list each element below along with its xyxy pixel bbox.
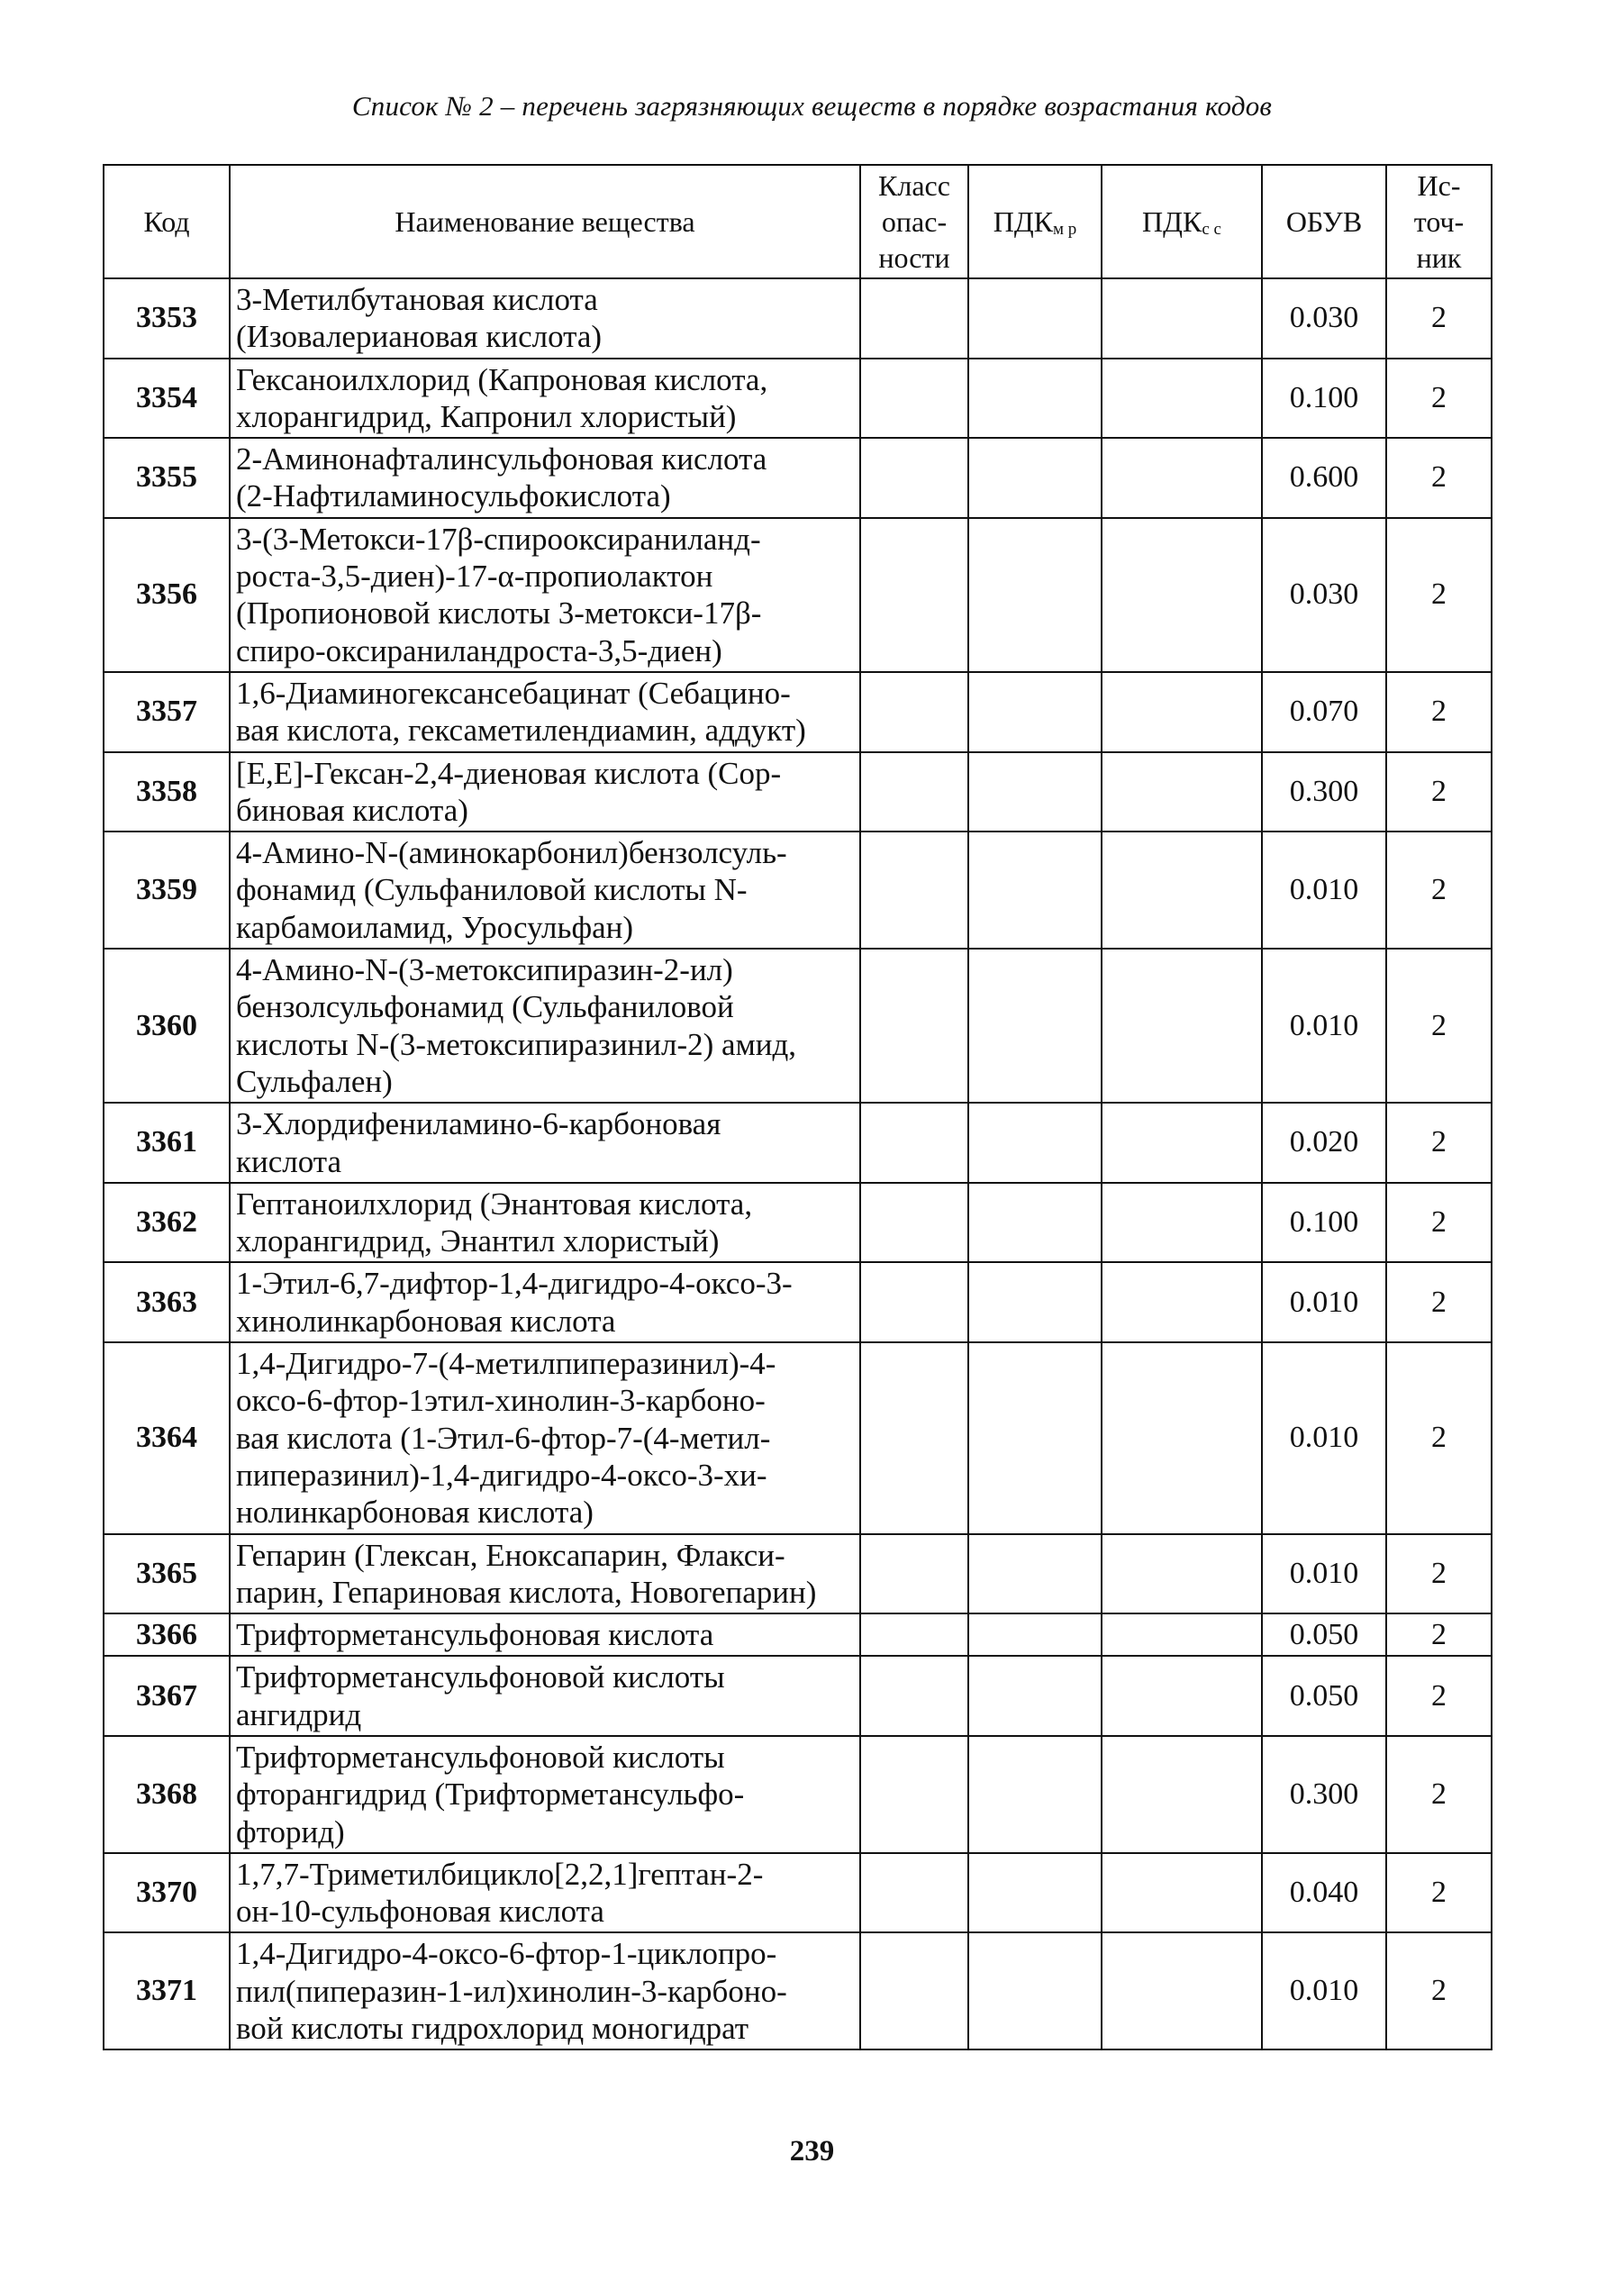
- substance-code: 3361: [104, 1103, 230, 1183]
- source-line: ник: [1416, 241, 1462, 274]
- hazard-class-cell: [860, 1534, 968, 1614]
- substance-name: [230, 752, 860, 832]
- col-header-source: [1386, 165, 1492, 278]
- substance-name-line: (Изовалериановая кислота): [236, 319, 603, 355]
- col-header-pdk-mr: [968, 165, 1102, 278]
- hazard-class-line: ности: [878, 241, 950, 274]
- substance-code: 3355: [104, 438, 230, 518]
- substance-name: [230, 1736, 860, 1853]
- table-row: [104, 1656, 1492, 1736]
- pdk-mr-cell: [968, 518, 1102, 672]
- obuv-value: 0.300: [1262, 752, 1386, 832]
- substance-name-line: 1-Этил-6,7-дифтор-1,4-дигидро-4-оксо-3-: [236, 1266, 793, 1302]
- substance-code: 3354: [104, 359, 230, 439]
- substance-name-line: Трифторметансульфоновая кислота: [236, 1617, 714, 1653]
- substance-name-line: хлорангидрид, Капронил хлористый): [236, 398, 737, 434]
- hazard-class-line: Класс: [878, 169, 950, 202]
- substance-name-line: вая кислота, гексаметилендиамин, аддукт): [236, 713, 806, 749]
- substance-name-line: бензолсульфонамид (Сульфаниловой: [236, 989, 734, 1025]
- hazard-class-cell: [860, 752, 968, 832]
- substance-name-line: (Пропионовой кислоты 3-метокси-17β-: [236, 595, 762, 632]
- substance-code: 3367: [104, 1656, 230, 1736]
- substance-name: [230, 1342, 860, 1533]
- pdk-ss-cell: [1102, 1262, 1262, 1342]
- substance-code: 3366: [104, 1613, 230, 1656]
- substance-name-line: кислота: [236, 1143, 342, 1179]
- obuv-value: 0.030: [1262, 278, 1386, 359]
- pdk-mr-cell: [968, 359, 1102, 439]
- hazard-class-cell: [860, 1736, 968, 1853]
- substance-name-line: 2-Аминонафталинсульфоновая кислота: [236, 441, 767, 477]
- substance-name-line: вой кислоты гидрохлорид моногидрат: [236, 2011, 749, 2047]
- col-header-code: Код: [104, 165, 230, 278]
- pdk-mr-cell: [968, 438, 1102, 518]
- substance-name-line: спиро-оксираниландроста-3,5-диен): [236, 632, 722, 668]
- hazard-class-cell: [860, 359, 968, 439]
- pdk-mr-cell: [968, 672, 1102, 752]
- substance-name: [230, 832, 860, 949]
- obuv-value: 0.020: [1262, 1103, 1386, 1183]
- substance-name-line: кислоты N-(3-метоксипиразинил-2) амид,: [236, 1026, 797, 1062]
- substance-code: 3359: [104, 832, 230, 949]
- hazard-class-cell: [860, 672, 968, 752]
- substance-name-line: 1,6-Диаминогексансебацинат (Себацино-: [236, 675, 791, 711]
- substance-name: [230, 1262, 860, 1342]
- substance-code: 3371: [104, 1932, 230, 2049]
- source-value: 2: [1386, 1656, 1492, 1736]
- pdk-mr-cell: [968, 1613, 1102, 1656]
- substance-code: 3362: [104, 1183, 230, 1263]
- pdk-mr-sub: м р: [1053, 219, 1077, 239]
- table-row: [104, 672, 1492, 752]
- hazard-class-cell: [860, 1853, 968, 1933]
- table-row: [104, 1736, 1492, 1853]
- table-row: [104, 752, 1492, 832]
- substance-code: 3356: [104, 518, 230, 672]
- pdk-mr-cell: [968, 1932, 1102, 2049]
- substance-name-line: 3-Метилбутановая кислота: [236, 282, 598, 317]
- col-header-obuv: ОБУВ: [1262, 165, 1386, 278]
- table-row: [104, 1534, 1492, 1614]
- source-value: 2: [1386, 518, 1492, 672]
- substance-name: [230, 518, 860, 672]
- substance-name-line: роста-3,5-диен)-17-α-пропиолактон: [236, 559, 713, 595]
- substance-name: [230, 1183, 860, 1263]
- pdk-ss-cell: [1102, 1613, 1262, 1656]
- obuv-value: 0.050: [1262, 1656, 1386, 1736]
- substance-code: 3368: [104, 1736, 230, 1853]
- table-row: [104, 1262, 1492, 1342]
- source-value: 2: [1386, 359, 1492, 439]
- table-row: [104, 1613, 1492, 1656]
- source-value: 2: [1386, 752, 1492, 832]
- source-value: 2: [1386, 438, 1492, 518]
- pdk-ss-cell: [1102, 359, 1262, 439]
- substance-name: [230, 278, 860, 359]
- table-row: [104, 518, 1492, 672]
- pdk-mr-cell: [968, 1262, 1102, 1342]
- pdk-mr-cell: [968, 949, 1102, 1103]
- substance-name-line: 3-(3-Метокси-17β-спирооксираниланд-: [236, 521, 761, 557]
- page-number: 239: [789, 2135, 835, 2167]
- substance-name-line: 1,4-Дигидро-4-оксо-6-фтор-1-циклопро-: [236, 1936, 777, 1972]
- obuv-value: 0.030: [1262, 518, 1386, 672]
- pdk-mr-cell: [968, 1103, 1102, 1183]
- table-header-row: [104, 165, 1492, 278]
- pdk-mr-cell: [968, 1736, 1102, 1853]
- substance-code: 3358: [104, 752, 230, 832]
- substance-name: [230, 1932, 860, 2049]
- pdk-mr-cell: [968, 1183, 1102, 1263]
- obuv-value: 0.070: [1262, 672, 1386, 752]
- pdk-mr-cell: [968, 1853, 1102, 1933]
- source-value: 2: [1386, 1534, 1492, 1614]
- substance-name-line: оксо-6-фтор-1этил-хинолин-3-карбоно-: [236, 1383, 766, 1419]
- table-row: [104, 278, 1492, 359]
- substance-name-line: Гепарин (Глексан, Еноксапарин, Флакси-: [236, 1537, 785, 1573]
- pdk-ss-cell: [1102, 518, 1262, 672]
- obuv-value: 0.010: [1262, 1932, 1386, 2049]
- pdk-ss-cell: [1102, 1853, 1262, 1933]
- hazard-class-cell: [860, 1103, 968, 1183]
- source-value: 2: [1386, 672, 1492, 752]
- source-value: 2: [1386, 1613, 1492, 1656]
- obuv-value: 0.600: [1262, 438, 1386, 518]
- obuv-value: 0.040: [1262, 1853, 1386, 1933]
- substance-name: [230, 359, 860, 439]
- substance-name-line: хинолинкарбоновая кислота: [236, 1303, 616, 1339]
- hazard-class-cell: [860, 1262, 968, 1342]
- source-value: 2: [1386, 1342, 1492, 1533]
- substances-table: [103, 164, 1492, 2050]
- substance-name: [230, 1534, 860, 1614]
- obuv-value: 0.010: [1262, 1342, 1386, 1533]
- pdk-ss-cell: [1102, 832, 1262, 949]
- source-value: 2: [1386, 1853, 1492, 1933]
- pdk-ss-cell: [1102, 1342, 1262, 1533]
- col-header-pdk-ss: [1102, 165, 1262, 278]
- pdk-ss-cell: [1102, 949, 1262, 1103]
- pdk-ss-cell: [1102, 1103, 1262, 1183]
- pdk-ss-cell: [1102, 1183, 1262, 1263]
- obuv-value: 0.100: [1262, 1183, 1386, 1263]
- pdk-ss-sub: с с: [1202, 219, 1221, 239]
- source-value: 2: [1386, 278, 1492, 359]
- pdk-ss-cell: [1102, 1932, 1262, 2049]
- source-value: 2: [1386, 1183, 1492, 1263]
- substance-name: [230, 1613, 860, 1656]
- substance-name: [230, 672, 860, 752]
- source-value: 2: [1386, 1103, 1492, 1183]
- hazard-class-cell: [860, 1613, 968, 1656]
- substance-name-line: пиперазинил)-1,4-дигидро-4-оксо-3-хи-: [236, 1457, 767, 1493]
- substance-code: 3370: [104, 1853, 230, 1933]
- table-row: [104, 1103, 1492, 1183]
- substance-name-line: Сульфален): [236, 1063, 393, 1099]
- pdk-ss-cell: [1102, 1656, 1262, 1736]
- pdk-mr-cell: [968, 752, 1102, 832]
- substance-name: [230, 438, 860, 518]
- table-row: [104, 1932, 1492, 2049]
- pdk-ss-main: ПДК: [1142, 204, 1202, 238]
- table-row: [104, 359, 1492, 439]
- source-value: 2: [1386, 832, 1492, 949]
- obuv-value: 0.050: [1262, 1613, 1386, 1656]
- substance-code: 3364: [104, 1342, 230, 1533]
- obuv-value: 0.010: [1262, 1534, 1386, 1614]
- pdk-mr-cell: [968, 1534, 1102, 1614]
- col-header-name: Наименование вещества: [230, 165, 860, 278]
- substance-name-line: (2-Нафтиламиносульфокислота): [236, 478, 671, 514]
- obuv-value: 0.010: [1262, 1262, 1386, 1342]
- source-line: Ис-: [1417, 169, 1461, 202]
- substance-name: [230, 949, 860, 1103]
- hazard-class-cell: [860, 1183, 968, 1263]
- source-value: 2: [1386, 1932, 1492, 2049]
- obuv-value: 0.100: [1262, 359, 1386, 439]
- substance-name: [230, 1103, 860, 1183]
- hazard-class-cell: [860, 832, 968, 949]
- substance-name: [230, 1853, 860, 1933]
- obuv-value: 0.010: [1262, 832, 1386, 949]
- source-value: 2: [1386, 1736, 1492, 1853]
- table-row: [104, 949, 1492, 1103]
- obuv-value: 0.300: [1262, 1736, 1386, 1853]
- pdk-ss-cell: [1102, 1736, 1262, 1853]
- substance-name-line: фторид): [236, 1813, 345, 1849]
- pdk-mr-cell: [968, 832, 1102, 949]
- substance-name-line: хлорангидрид, Энантил хлористый): [236, 1223, 720, 1259]
- hazard-class-cell: [860, 438, 968, 518]
- pdk-ss-cell: [1102, 752, 1262, 832]
- source-value: 2: [1386, 1262, 1492, 1342]
- table-row: [104, 832, 1492, 949]
- pdk-mr-cell: [968, 1342, 1102, 1533]
- hazard-class-cell: [860, 518, 968, 672]
- substance-name-line: 1,4-Дигидро-7-(4-метилпиперазинил)-4-: [236, 1346, 776, 1382]
- substance-name-line: Трифторметансульфоновой кислоты: [236, 1739, 725, 1775]
- pdk-mr-main: ПДК: [993, 204, 1053, 238]
- source-value: 2: [1386, 949, 1492, 1103]
- pdk-ss-cell: [1102, 278, 1262, 359]
- hazard-class-line: опас-: [881, 205, 948, 238]
- substance-name-line: 4-Амино-N-(аминокарбонил)бензолсуль-: [236, 835, 787, 871]
- table-row: [104, 1853, 1492, 1933]
- pdk-ss-cell: [1102, 438, 1262, 518]
- obuv-value: 0.010: [1262, 949, 1386, 1103]
- substance-name-line: Гексаноилхлорид (Капроновая кислота,: [236, 361, 768, 397]
- hazard-class-cell: [860, 1342, 968, 1533]
- page-title: Список № 2 – перечень загрязняющих веществ в порядке возрастания кодов: [351, 90, 1273, 122]
- substance-code: 3357: [104, 672, 230, 752]
- substance-name-line: карбамоиламид, Уросульфан): [236, 909, 634, 945]
- hazard-class-cell: [860, 1932, 968, 2049]
- pdk-mr-cell: [968, 278, 1102, 359]
- col-header-hazard-class: [860, 165, 968, 278]
- table-row: [104, 1342, 1492, 1533]
- substance-name-line: 3-Хлордифениламино-6-карбоновая: [236, 1106, 721, 1142]
- substance-name-line: 1,7,7-Триметилбицикло[2,2,1]гептан-2-: [236, 1856, 764, 1892]
- substance-name-line: он-10-сульфоновая кислота: [236, 1894, 604, 1930]
- pdk-mr-cell: [968, 1656, 1102, 1736]
- substance-name: [230, 1656, 860, 1736]
- pdk-ss-cell: [1102, 672, 1262, 752]
- substance-code: 3365: [104, 1534, 230, 1614]
- substance-name-line: нолинкарбоновая кислота): [236, 1495, 594, 1531]
- substance-code: 3360: [104, 949, 230, 1103]
- substance-code: 3353: [104, 278, 230, 359]
- hazard-class-cell: [860, 1656, 968, 1736]
- table-row: [104, 1183, 1492, 1263]
- substance-name-line: ангидрид: [236, 1696, 362, 1732]
- substance-name-line: пил(пиперазин-1-ил)хинолин-3-карбоно-: [236, 1973, 787, 2009]
- substance-name-line: Трифторметансульфоновой кислоты: [236, 1659, 725, 1695]
- substance-name-line: вая кислота (1-Этил-6-фтор-7-(4-метил-: [236, 1420, 771, 1456]
- substance-name-line: 4-Амино-N-(3-метоксипиразин-2-ил): [236, 952, 733, 988]
- table-row: [104, 438, 1492, 518]
- substance-name-line: [E,E]-Гексан-2,4-диеновая кислота (Сор-: [236, 755, 782, 791]
- substance-name-line: фонамид (Сульфаниловой кислоты N-: [236, 872, 748, 908]
- substance-name-line: парин, Гепариновая кислота, Новогепарин): [236, 1574, 817, 1610]
- substance-name-line: фторангидрид (Трифторметансульфо-: [236, 1777, 745, 1813]
- substance-name-line: Гептаноилхлорид (Энантовая кислота,: [236, 1186, 753, 1222]
- hazard-class-cell: [860, 278, 968, 359]
- source-line: точ-: [1413, 205, 1465, 238]
- substance-name-line: биновая кислота): [236, 792, 468, 828]
- substance-code: 3363: [104, 1262, 230, 1342]
- hazard-class-cell: [860, 949, 968, 1103]
- pdk-ss-cell: [1102, 1534, 1262, 1614]
